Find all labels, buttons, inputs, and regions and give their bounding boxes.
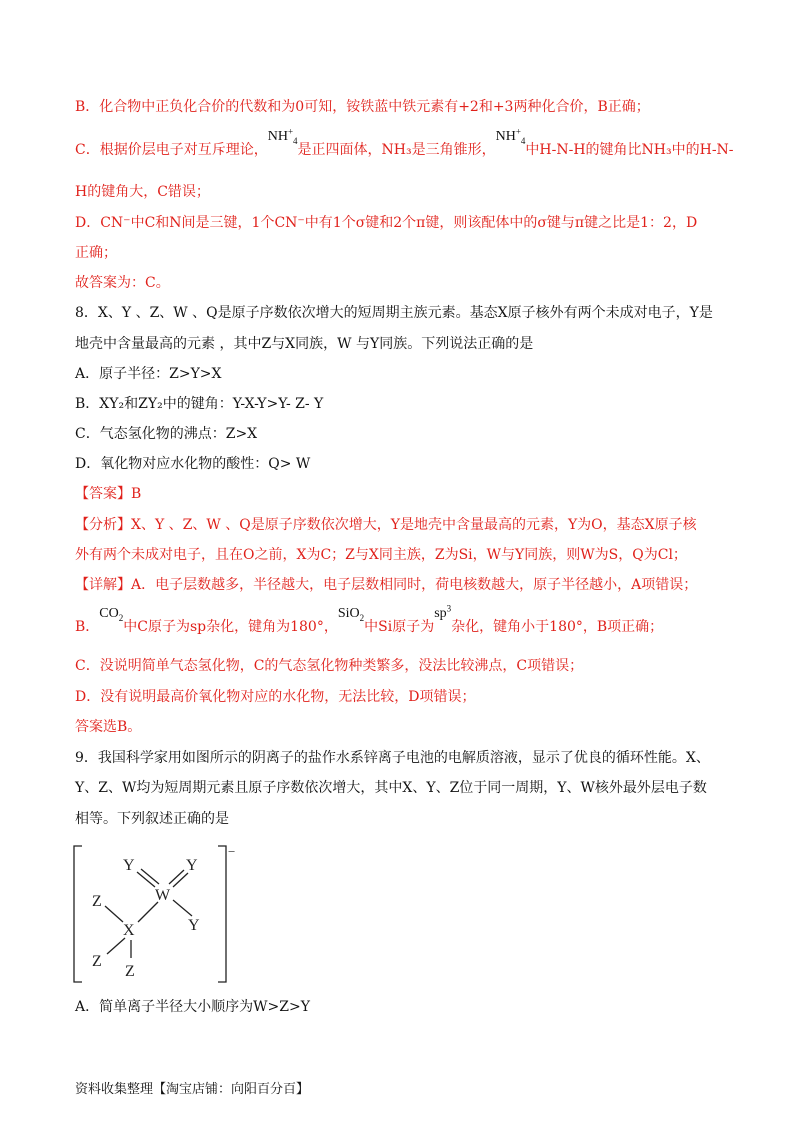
nh4-formula-1: $NH^+_4$ [267,126,298,146]
question-8-detail-b: B．$CO_2$中C原子为sp杂化，键角为180°，SiO$_2$中Si原子为$sp^3$杂化，键角小于180°，B项正确； [75,603,664,635]
atom-z-bottom: Z [125,963,135,980]
question-8-option-a: A．原子半径：Z>Y>X [75,366,222,382]
question-8-stem-cont: 地壳中含量最高的元素 ，其中Z与X同族，W 与Y同族。下列说法正确的是 [75,336,534,352]
previous-answer: 故答案为：C。 [75,275,170,291]
explanation-d-previous: D．CN⁻中C和N间是三键，1个CN⁻中有1个σ键和2个π键，则该配体中的σ键与π键之比是1：2，D [75,215,698,231]
explanation-c-previous-cont: H的键角大，C错误； [75,184,210,200]
question-8-detail-c: C．没说明简单气态氢化物，C的气态氢化物种类繁多，没法比较沸点，C项错误； [75,658,584,674]
anion-structure-diagram [70,842,240,987]
question-8-answer: 【答案】B [75,486,142,502]
explanation-c-previous: C．根据价层电子对互斥理论，$NH^+_4$是正四面体，NH₃是三角锥形，$NH^+_4$中H-N-H的键角比NH₃中的H-N- [75,126,734,158]
question-8-option-d: D．氧化物对应水化物的酸性：Q> W [75,456,311,472]
question-8-option-b: B．XY₂和ZY₂中的键角：Y-X-Y>Y- Z- Y [75,396,324,412]
question-8-stem: 8．X、Y 、Z、W 、Q是原子序数依次增大的短周期主族元素。基态X原子核外有两个未成对电子，Y是 [75,305,713,321]
atom-y-topleft: Y [123,857,135,874]
co2-formula: $CO_2$ [99,606,124,623]
atom-x: X [123,922,135,939]
explanation-d-previous-cont: 正确； [75,245,117,261]
atom-w: W [155,887,171,904]
question-8-detail-d: D．没有说明最高价氧化物对应的水化物，无法比较，D项错误； [75,689,476,705]
question-9-stem-cont: Y、Z、W均为短周期元素且原子序数依次增大，其中X、Y、Z位于同一周期，Y、W核外最外层电子数 [75,780,707,796]
question-8-final-answer: 答案选B。 [75,719,142,735]
sp3-label: $sp^3$ [434,603,452,621]
footer-note: 资料收集整理【淘宝店铺：向阳百分百】 [75,1082,310,1097]
question-8-option-c: C．气态氢化物的沸点：Z>X [75,426,258,442]
charge-sign: − [228,844,236,859]
question-9-option-a: A．简单离子半径大小顺序为W>Z>Y [75,999,310,1015]
question-9-stem-cont-2: 相等。下列叙述正确的是 [75,811,229,827]
question-9-stem: 9．我国科学家用如图所示的阴离子的盐作水系锌离子电池的电解质溶液，显示了优良的循环性能。X、 [75,750,710,766]
sio2-formula: SiO$_2$ [337,606,365,623]
question-8-detail-a: 【详解】A．电子层数越多，半径越大，电子层数相同时，荷电核数越大，原子半径越小，A项错误； [75,577,698,593]
atom-y-topright: Y [186,857,198,874]
nh4-formula-2: $NH^+_4$ [495,126,526,146]
atom-z-left: Z [92,893,102,910]
atom-z-bottomleft: Z [92,953,102,970]
question-8-analysis: 【分析】X、Y 、Z、W 、Q是原子序数依次增大，Y是地壳中含量最高的元素，Y为O，基态X原子核 [75,517,697,533]
explanation-b-previous: B．化合物中正负化合价的代数和为0可知，铵铁蓝中铁元素有+2和+3两种化合价，B正确； [75,99,650,115]
atom-y-right: Y [188,917,200,934]
question-8-analysis-cont: 外有两个未成对电子，且在O之前，X为C；Z与X同主族，Z为Si，W与Y同族，则W为S，Q为Cl； [75,547,687,563]
